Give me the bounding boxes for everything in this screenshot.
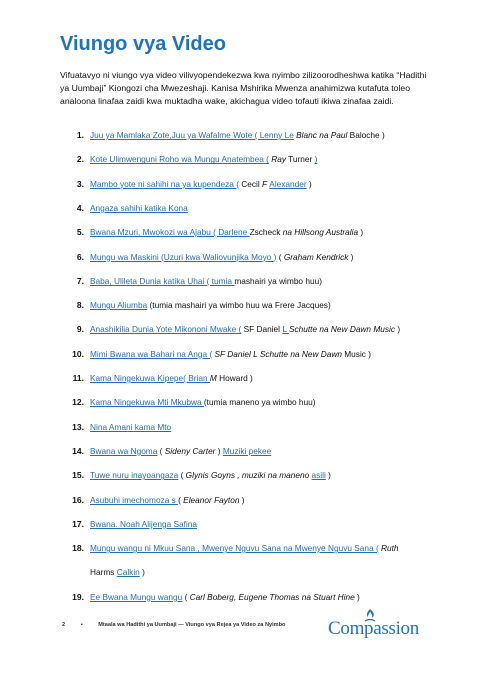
video-link[interactable]: Mungu wangu ni Mkuu Sana , Mwenye Nguvu Sana na Mwenye Nguvu Sana ( [90, 543, 379, 554]
credit-text: (tumia mashairi ya wimbo huu wa Frere Jacques) [147, 300, 331, 311]
list-item-text [90, 517, 197, 531]
page-number: 2 [62, 622, 66, 628]
list-item-text [90, 201, 188, 215]
list-item [0, 371, 487, 385]
list-item-number: 2. [76, 154, 84, 165]
credit-text: SF Daniel [241, 324, 283, 335]
credit-text: na Hillsong Australia [282, 227, 359, 238]
list-item-number: 14. [72, 445, 84, 456]
list-item-text [90, 493, 245, 507]
credit-text: mashairi ya wimbo huu) [234, 275, 322, 286]
video-link[interactable]: Mimi Bwana wa Bahari na Anga ( [90, 348, 213, 359]
credit-text: Schutte na New Dawn Music [288, 324, 396, 335]
page-footer [62, 622, 285, 628]
credit-text: ) [325, 470, 331, 481]
list-item [0, 590, 487, 604]
list-item [0, 274, 487, 288]
list-item-number: 1. [76, 130, 84, 140]
list-item-text [90, 225, 363, 239]
video-link[interactable]: Ee Bwana Mungu wangu [90, 591, 183, 602]
video-link[interactable]: Alexander [269, 178, 307, 189]
credit-text: ) [358, 227, 364, 238]
credit-text: Turner [286, 154, 315, 165]
list-item [0, 420, 487, 434]
list-item-text [90, 274, 322, 288]
video-link[interactable]: Angaza sahihi katika Kona [90, 202, 188, 213]
video-link[interactable]: Bwana. Noah Alijenga Safina [90, 518, 198, 529]
list-item-text [90, 395, 316, 409]
credit-text: ( [178, 494, 184, 505]
video-link[interactable]: Asubuhi imechomoza s [90, 494, 179, 505]
list-item-text [90, 444, 271, 458]
list-item [0, 517, 487, 531]
credit-text: F [262, 178, 270, 189]
credit-text: ) [348, 251, 354, 262]
list-item-text [90, 590, 360, 604]
video-link[interactable]: Muziki pekee [222, 445, 272, 456]
credit-text: Zscheck [249, 227, 283, 238]
credit-text: Ray [268, 154, 287, 165]
list-item-number: 4. [76, 202, 84, 213]
credit-text: ( [178, 470, 186, 481]
list-item [0, 468, 487, 482]
list-item-number: 3. [76, 178, 84, 189]
list-item-number: 11. [72, 373, 84, 383]
credit-text: Music ) [341, 348, 372, 359]
list-item-number: 16. [72, 494, 84, 505]
list-item-number: 18. [72, 543, 84, 554]
footer-bullet: • [80, 622, 83, 628]
list-item [0, 347, 487, 361]
video-link[interactable]: L [282, 324, 289, 335]
logo-wordmark: Compassion [328, 618, 419, 639]
credit-text: Harms [90, 567, 117, 578]
video-link[interactable]: Mungu wa Maskini (Uzuri kwa Waliovunjika Moyo ) [90, 251, 277, 262]
video-link[interactable]: Bwana Mzuri, Mwokozi wa Ajabu ( Darlene [90, 227, 250, 238]
video-link[interactable]: Calkin [116, 567, 140, 578]
credit-text: ) [354, 591, 360, 602]
list-item [0, 298, 487, 312]
list-item [0, 493, 487, 507]
list-item-text [90, 298, 331, 312]
list-item [0, 225, 487, 239]
list-item [0, 395, 487, 409]
list-item-text [90, 347, 371, 361]
credit-text: ) [239, 494, 245, 505]
video-link[interactable]: Anashikilia Dunia Yote Mikononi Mwake ( [90, 324, 242, 335]
credit-text: Graham Kendrick [283, 251, 349, 262]
list-item [0, 541, 487, 555]
credit-text: (tumia maneno ya wimbo huu) [203, 397, 316, 408]
list-item-continuation [0, 565, 487, 579]
list-item-text [90, 541, 399, 555]
video-link[interactable]: Kama Ningekuwa Mti Mkubwa [90, 397, 204, 408]
list-item [0, 152, 487, 166]
credit-text: ( [182, 591, 190, 602]
intro-paragraph: Vifuatavyo ni viungo vya video vilivyopendekezwa kwa nyimbo zilizoorodheshwa katika “Hadithi ya Uumbaji” Kiongozi cha Mwezeshaji. Kanisa Mshirika Mwenza anahimizwa kutafuta toleo analoona linafaa zaidi kwa muktadha wake, akichagua video tofauti ikiwa zinafaa zaidi. [60, 70, 427, 106]
video-link[interactable]: Baba, Ulileta Dunia katika Uhai ( tumia [90, 275, 235, 286]
video-link[interactable]: asili [311, 470, 326, 481]
list-item-number: 9. [76, 324, 84, 335]
list-item-text [90, 565, 145, 579]
list-item-number: 6. [76, 251, 84, 262]
video-link[interactable]: Tuwe nuru inayoangaza [90, 470, 179, 481]
list-item-text [90, 371, 253, 385]
footer-text: Mtaala wa Hadithi ya Uumbaji — Viungo vya Rejea ya Video za Nyimbo [98, 622, 286, 628]
list-item [0, 177, 487, 191]
credit-text: Ruth [378, 543, 399, 554]
page-title: Viungo vya Video [60, 33, 226, 55]
video-link[interactable]: Mambo yote ni sahihi na ya kupendeza ( [90, 178, 239, 189]
list-item-text [90, 177, 312, 191]
compassion-logo [328, 608, 428, 642]
list-item-text [90, 420, 171, 434]
credit-text: ) [306, 178, 312, 189]
credit-text: ) [139, 567, 145, 578]
video-link[interactable]: Bwana wa Ngoma [90, 445, 158, 456]
list-item-text [90, 152, 317, 166]
credit-text: ) [395, 324, 401, 335]
video-link[interactable]: ) [314, 154, 318, 165]
credit-text: ) [215, 445, 223, 456]
list-item-number: 15. [72, 470, 84, 481]
list-item-number: 8. [76, 300, 84, 311]
credit-text: ( [157, 445, 165, 456]
list-item [0, 322, 487, 336]
credit-text: Sideny Carter [164, 445, 216, 456]
credit-text: SF Daniel L Schutte na New Dawn [212, 348, 342, 359]
list-item [0, 250, 487, 264]
credit-text: M [209, 373, 217, 383]
credit-text: Cecil [238, 178, 263, 189]
list-item [0, 444, 487, 458]
list-item-number: 13. [72, 421, 84, 432]
list-item-number: 5. [76, 227, 84, 238]
list-item-text [90, 250, 353, 264]
credit-text: Baloche ) [347, 130, 385, 140]
credit-text: Blanc na Paul [293, 130, 348, 140]
list-item-text [90, 322, 400, 336]
list-item-number: 10. [72, 348, 84, 359]
credit-text: Glynis Goyns , muziki na maneno [185, 470, 310, 481]
list-item-number: 19. [72, 591, 84, 602]
list-item-text [90, 128, 385, 142]
list-item-number: 12. [72, 397, 84, 408]
list-item [0, 201, 487, 215]
list-item-text [90, 468, 331, 482]
list-item [0, 128, 487, 142]
credit-text: Eleanor Fayton [183, 494, 240, 505]
video-link[interactable]: Nina Amani kama Mto [90, 421, 172, 432]
credit-text: ( [276, 251, 284, 262]
video-link[interactable]: Juu ya Mamlaka Zote,Juu ya Wafalme Wote ( Lenny Le [90, 130, 294, 140]
video-link[interactable]: Mungu Aliumba [90, 300, 148, 311]
video-link[interactable]: Kote Ulimwenguni Roho wa Mungu Anatembea ( [90, 154, 269, 165]
list-item-number: 17. [72, 518, 84, 529]
credit-text: Carl Boberg, Eugene Thomas na Stuart Hine [189, 591, 355, 602]
video-link[interactable]: Kama Ningekuwa Kipepe( Brian [90, 373, 210, 383]
credit-text: Howard ) [216, 373, 253, 383]
list-item-number: 7. [76, 275, 84, 286]
